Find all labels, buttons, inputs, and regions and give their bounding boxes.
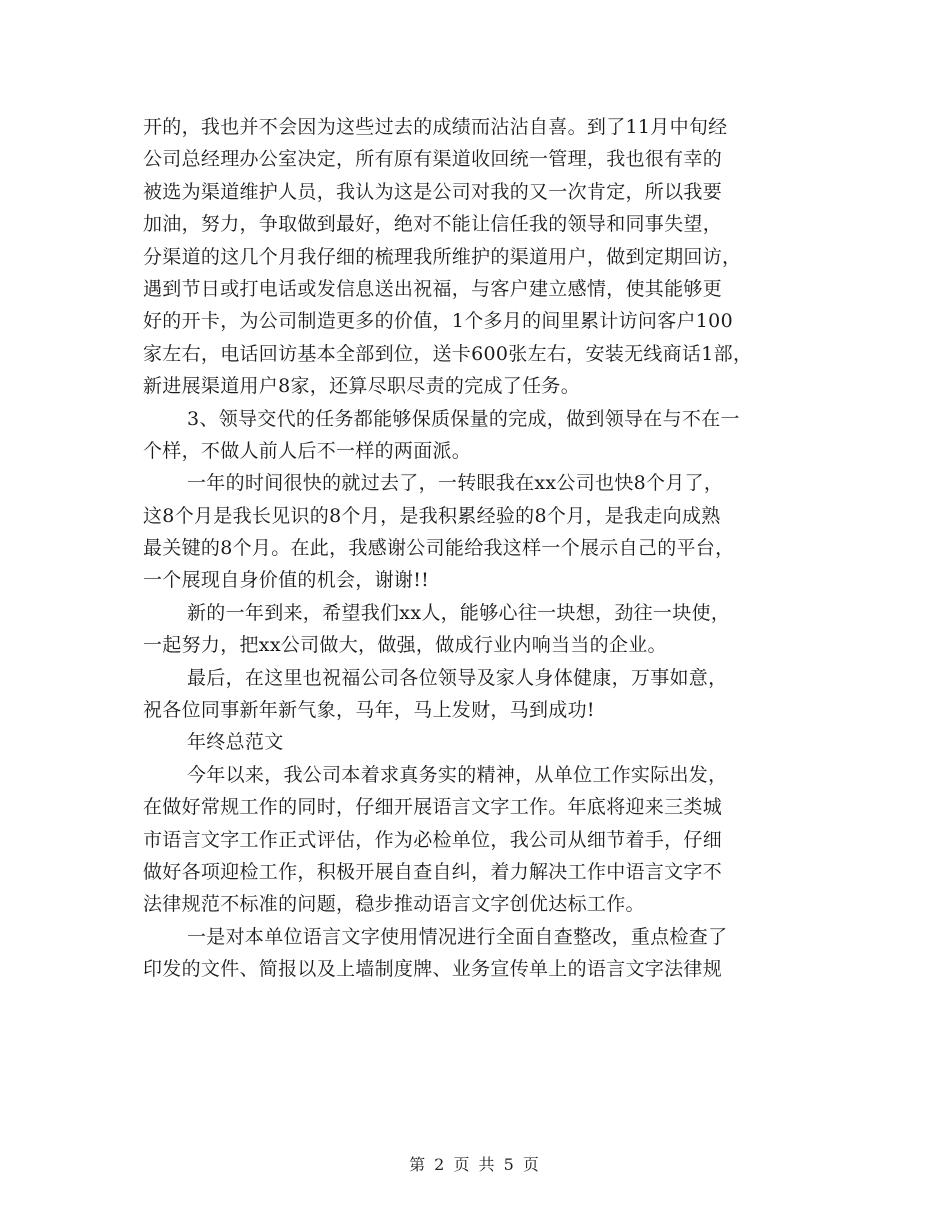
text-line: 年终总范文: [187, 731, 284, 754]
text-line: 今年以来，我公司本着求真务实的精神，从单位工作实际出发，: [187, 763, 728, 786]
text-line: 好的开卡，为公司制造更多的价值，1个多月的间里累计访问客户100: [143, 310, 733, 333]
text-line: 祝各位同事新年新气象，马年，马上发财，马到成功!: [143, 699, 595, 722]
text-line: 公司总经理办公室决定，所有原有渠道收回统一管理，我也很有幸的: [143, 148, 723, 171]
text-line: 新进展渠道用户8家，还算尽职尽责的完成了任务。: [143, 375, 580, 398]
text-line: 新的一年到来，希望我们xx人，能够心往一块想，劲往一块使，: [187, 601, 731, 624]
text-line: 遇到节日或打电话或发信息送出祝福，与客户建立感情，使其能够更: [143, 277, 723, 300]
text-line: 在做好常规工作的同时，仔细开展语言文字工作。年底将迎来三类城: [143, 796, 723, 819]
text-line: 3、领导交代的任务都能够保质保量的完成，做到领导在与不在一: [187, 407, 740, 430]
page-footer: 第 2 页 共 5 页: [409, 1155, 541, 1174]
text-line: 家左右，电话回访基本全部到位，送卡600张左右，安装无线商话1部，: [143, 342, 753, 365]
text-line: 一年的时间很快的就过去了，一转眼我在xx公司也快8个月了，: [187, 472, 724, 495]
text-line: 做好各项迎检工作，积极开展自查自纠，着力解决工作中语言文字不: [143, 860, 723, 883]
text-line: 一个展现自身价值的机会，谢谢!!: [143, 569, 430, 592]
text-line: 开的，我也并不会因为这些过去的成绩而沾沾自喜。到了11月中旬经: [143, 116, 728, 138]
text-line: 最后，在这里也祝福公司各位领导及家人身体健康，万事如意，: [187, 666, 728, 689]
text-line: 加油，努力，争取做到最好，绝对不能让信任我的领导和同事失望，: [143, 213, 723, 236]
text-line: 印发的文件、简报以及上墙制度牌、业务宣传单上的语言文字法律规: [143, 958, 723, 981]
text-line: 最关键的8个月。在此，我感谢公司能给我这样一个展示自己的平台，: [143, 537, 735, 560]
text-line: 法律规范不标准的问题，稳步推动语言文字创优达标工作。: [143, 893, 645, 916]
text-line: 分渠道的这几个月我仔细的梳理我所维护的渠道用户，做到定期回访，: [143, 245, 742, 268]
text-line: 个样，不做人前人后不一样的两面派。: [143, 439, 472, 462]
text-line: 市语言文字工作正式评估，作为必检单位，我公司从细节着手，仔细: [143, 828, 723, 851]
text-line: 被选为渠道维护人员，我认为这是公司对我的又一次肯定，所以我要: [143, 180, 723, 203]
text-line: 这8个月是我长见识的8个月，是我积累经验的8个月，是我走向成熟: [143, 504, 721, 527]
text-line: 一是对本单位语言文字使用情况进行全面自查整改，重点检查了: [187, 925, 728, 948]
text-line: 一起努力，把xx公司做大，做强，做成行业内响当当的企业。: [143, 634, 667, 657]
document-body: [143, 111, 823, 986]
